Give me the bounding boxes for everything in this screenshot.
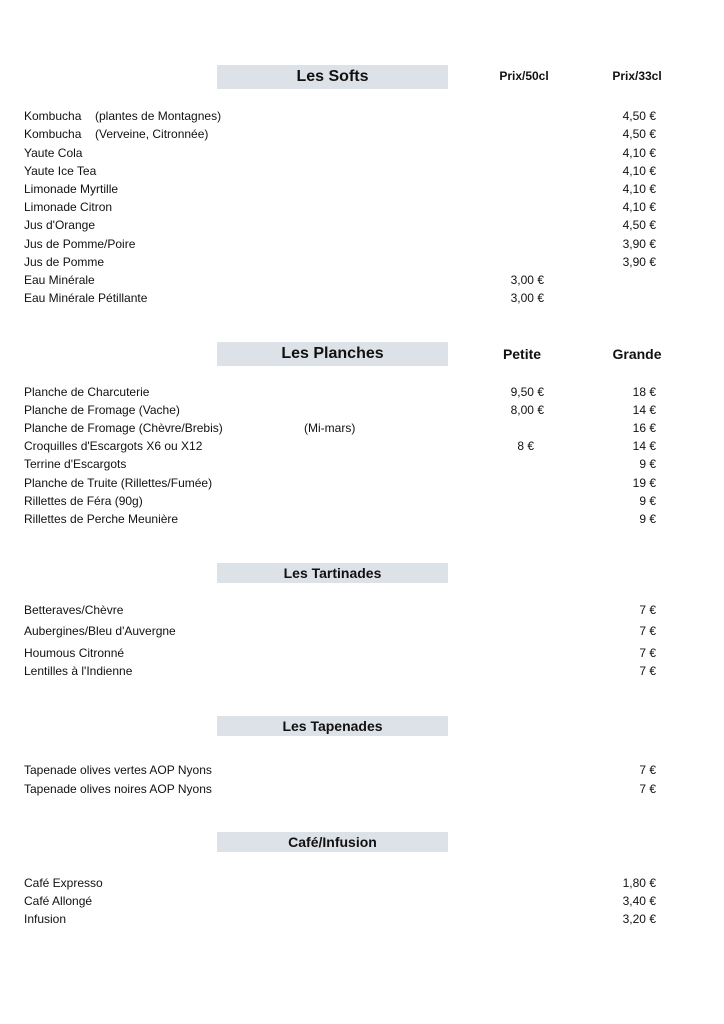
menu-item	[0, 236, 724, 252]
item-name: Limonade Myrtille	[24, 182, 119, 196]
item-price-grande: 9 €	[639, 512, 656, 526]
item-name: Kombucha	[24, 127, 82, 141]
item-name: Planche de Fromage (Vache)	[24, 403, 180, 417]
menu-item	[0, 402, 724, 418]
section-header-planches: Les Planches	[217, 342, 448, 366]
item-name: Infusion	[24, 912, 67, 926]
item-price-33cl: 4,50 €	[622, 109, 656, 123]
item-price: 7 €	[639, 782, 656, 796]
item-price: 7 €	[639, 624, 656, 638]
item-name: Rillettes de Féra (90g)	[24, 494, 143, 508]
item-name: Planche de Truite (Rillettes/Fumée)	[24, 476, 213, 490]
item-price-grande: 18 €	[632, 385, 656, 399]
item-note: (plantes de Montagnes)	[95, 109, 222, 123]
item-name: Limonade Citron	[24, 200, 113, 214]
item-price-33cl: 4,10 €	[622, 182, 656, 196]
menu-item	[0, 475, 724, 491]
menu-item	[0, 893, 724, 909]
menu-item	[0, 663, 724, 679]
item-name: Jus de Pomme/Poire	[24, 237, 136, 251]
menu-item	[0, 217, 724, 233]
menu-item	[0, 781, 724, 797]
item-price: 7 €	[639, 763, 656, 777]
menu-item	[0, 199, 724, 215]
menu-item	[0, 762, 724, 778]
item-name: Planche de Charcuterie	[24, 385, 150, 399]
menu-item	[0, 290, 724, 306]
section-header-softs: Les Softs	[217, 65, 448, 89]
item-price-petite: 8,00 €	[510, 403, 544, 417]
item-name: Terrine d'Escargots	[24, 457, 127, 471]
item-name: Croquilles d'Escargots X6 ou X12	[24, 439, 203, 453]
item-price: 1,80 €	[622, 876, 656, 890]
item-price-33cl: 3,90 €	[622, 255, 656, 269]
item-price-grande: 14 €	[632, 439, 656, 453]
menu-item	[0, 108, 724, 124]
item-name: Café Allongé	[24, 894, 93, 908]
section-header-tartinades: Les Tartinades	[217, 563, 448, 583]
menu-item	[0, 875, 724, 891]
item-name: Tapenade olives noires AOP Nyons	[24, 782, 212, 796]
menu-item	[0, 384, 724, 400]
item-price: 7 €	[639, 603, 656, 617]
item-price-grande: 14 €	[632, 403, 656, 417]
column-header-50cl: Prix/50cl	[499, 69, 549, 83]
item-name: Betteraves/Chèvre	[24, 603, 124, 617]
item-name: Rillettes de Perche Meunière	[24, 512, 179, 526]
menu-item	[0, 145, 724, 161]
menu-item	[0, 493, 724, 509]
item-name: Eau Minérale Pétillante	[24, 291, 148, 305]
item-price-petite: 9,50 €	[510, 385, 544, 399]
item-name: Jus de Pomme	[24, 255, 105, 269]
menu-item	[0, 420, 724, 436]
menu-item	[0, 126, 724, 142]
item-name: Lentilles à l'Indienne	[24, 664, 133, 678]
item-price-33cl: 4,10 €	[622, 146, 656, 160]
menu-item	[0, 438, 724, 454]
item-name: Eau Minérale	[24, 273, 95, 287]
item-price: 7 €	[639, 646, 656, 660]
item-price-33cl: 4,50 €	[622, 218, 656, 232]
item-price-33cl: 4,10 €	[622, 200, 656, 214]
item-price-50cl: 3,00 €	[510, 291, 544, 305]
column-header-grande: Grande	[612, 346, 662, 362]
item-name: Planche de Fromage (Chèvre/Brebis)	[24, 421, 223, 435]
menu-item	[0, 645, 724, 661]
item-price-grande: 9 €	[639, 494, 656, 508]
menu-item	[0, 181, 724, 197]
menu-item	[0, 272, 724, 288]
item-price-33cl: 4,50 €	[622, 127, 656, 141]
item-name: Aubergines/Bleu d'Auvergne	[24, 624, 176, 638]
section-header-cafe: Café/Infusion	[217, 832, 448, 852]
item-price: 3,20 €	[622, 912, 656, 926]
item-price-grande: 9 €	[639, 457, 656, 471]
item-price-50cl: 3,00 €	[510, 273, 544, 287]
item-name: Kombucha	[24, 109, 82, 123]
item-name: Yaute Cola	[24, 146, 83, 160]
item-price-petite: 8 €	[517, 439, 534, 453]
menu-item	[0, 623, 724, 639]
item-name: Houmous Citronné	[24, 646, 125, 660]
item-price: 3,40 €	[622, 894, 656, 908]
item-name: Café Expresso	[24, 876, 103, 890]
menu-item	[0, 911, 724, 927]
item-name: Tapenade olives vertes AOP Nyons	[24, 763, 212, 777]
item-price: 7 €	[639, 664, 656, 678]
item-name: Jus d'Orange	[24, 218, 95, 232]
item-price-33cl: 3,90 €	[622, 237, 656, 251]
item-note: (Verveine, Citronnée)	[95, 127, 209, 141]
menu-item	[0, 602, 724, 618]
section-header-tapenades: Les Tapenades	[217, 716, 448, 736]
item-name: Yaute Ice Tea	[24, 164, 97, 178]
menu-item	[0, 456, 724, 472]
item-note: (Mi-mars)	[304, 421, 356, 435]
item-price-grande: 16 €	[632, 421, 656, 435]
item-price-33cl: 4,10 €	[622, 164, 656, 178]
item-price-grande: 19 €	[632, 476, 656, 490]
menu-item	[0, 163, 724, 179]
column-header-33cl: Prix/33cl	[612, 69, 662, 83]
menu-item	[0, 254, 724, 270]
column-header-petite: Petite	[502, 346, 542, 362]
menu-item	[0, 511, 724, 527]
